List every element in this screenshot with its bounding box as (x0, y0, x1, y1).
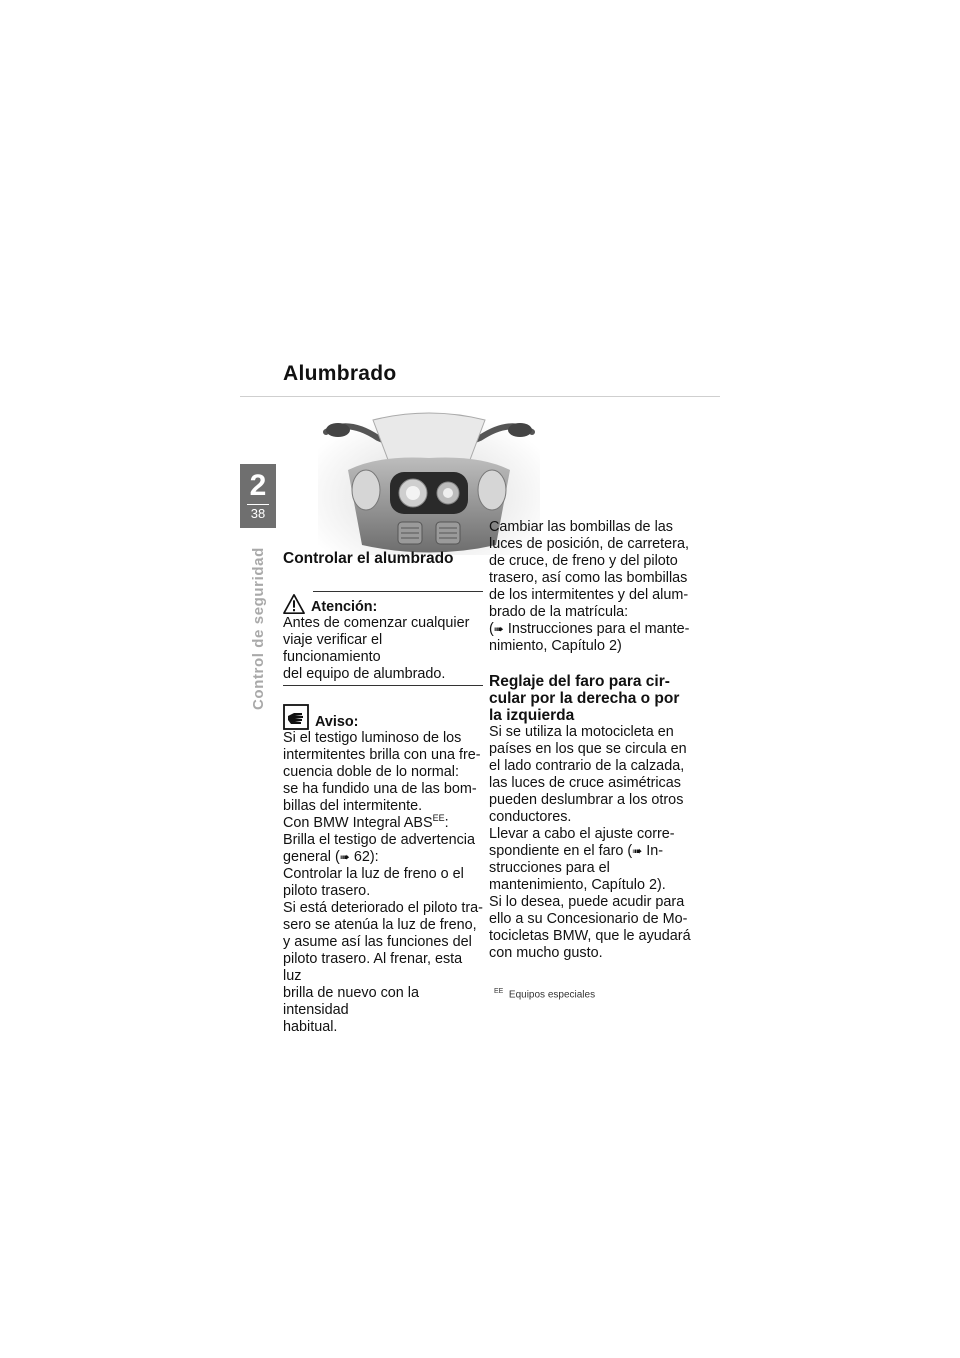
warning-text (283, 615, 483, 686)
note-box (283, 702, 483, 1036)
chapter-number: 2 (249, 469, 267, 502)
body-line: las luces de cruce asimétricas (489, 775, 681, 791)
body-line: luces de posición, de carretera, (489, 536, 689, 552)
note-line: piloto trasero. Al frenar, esta luz (283, 951, 463, 984)
note-label: Aviso: (315, 714, 359, 730)
footnote-mark: EE (494, 988, 504, 995)
note-line: billas del intermitente. (283, 798, 423, 814)
warning-line: viaje verificar el funcionamiento (283, 632, 383, 665)
note-line: piloto trasero. (283, 883, 371, 899)
footnote-text: Equipos especiales (508, 989, 596, 1001)
heading-line: Reglaje del faro para cir- (489, 673, 670, 690)
body-line: ello a su Concesionario de Mo- (489, 911, 688, 927)
heading-line: la izquierda (489, 707, 575, 724)
footnote-mark: EE (432, 813, 445, 824)
note-line-abs (283, 815, 483, 832)
body-line: de cruce, de freno y del piloto (489, 553, 678, 569)
body-line: trasero, así como las bombillas (489, 570, 688, 586)
ref-prefix: spondiente en el faro ( (489, 843, 633, 859)
ref-prefix: general ( (283, 849, 340, 865)
arrow-right-icon: ➠ (632, 844, 643, 858)
note-line: brilla de nuevo con la intensidad (283, 985, 420, 1018)
body-line: brado de la matrícula: (489, 604, 629, 620)
body-line: conductores. (489, 809, 572, 825)
page-number: 38 (250, 506, 266, 521)
page-title: Alumbrado (283, 362, 397, 385)
manual-reference-link[interactable]: In- (642, 843, 664, 859)
warning-top-rule (313, 591, 483, 592)
page-reference-link[interactable]: 62 (353, 849, 370, 865)
body-line-ref (489, 843, 694, 860)
abs-text: Con BMW Integral ABS (283, 815, 433, 831)
body-line: de los intermitentes y del alum- (489, 587, 689, 603)
body-line-ref: (➠ Instrucciones para el mante- (489, 621, 690, 637)
section-side-label: Control de seguridad (250, 547, 267, 710)
body-line: el lado contrario de la calzada, (489, 758, 685, 774)
abs-colon: : (444, 815, 449, 831)
chapter-tab (240, 464, 276, 528)
note-line: Brilla el testigo de advertencia (283, 832, 475, 848)
note-line-ref (283, 849, 483, 866)
body-line: Si lo desea, puede acudir para (489, 894, 685, 910)
body-line: Cambiar las bombillas de las (489, 519, 673, 535)
arrow-right-icon: ➠ (493, 622, 504, 636)
section-heading-controlar: Controlar el alumbrado (283, 550, 454, 567)
warning-box (283, 593, 483, 686)
body-line: strucciones para el (489, 860, 610, 876)
warning-line: Antes de comenzar cualquier (283, 615, 470, 631)
body-line: Si se utiliza la motocicleta en (489, 724, 674, 740)
left-column (283, 550, 483, 1036)
note-line: y asume así las funciones del (283, 934, 472, 950)
ref-suffix: ): (369, 849, 379, 865)
note-line: Controlar la luz de freno o el (283, 866, 464, 882)
body-line: tocicletas BMW, que le ayudará (489, 928, 691, 944)
note-line: Si está deteriorado el piloto tra- (283, 900, 483, 916)
title-divider (240, 396, 720, 397)
note-line: se ha fundido una de las bom- (283, 781, 477, 797)
body-line: mantenimiento, Capítulo 2). (489, 877, 666, 893)
body-line: países en los que se circula en (489, 741, 687, 757)
body-line: con mucho gusto. (489, 945, 603, 961)
manual-reference-link[interactable]: Instrucciones para el mante- (503, 621, 690, 637)
footnote (494, 988, 595, 1000)
note-line: Si el testigo luminoso de los (283, 730, 462, 746)
heading-line: cular por la derecha o por (489, 690, 680, 707)
warning-label: Atención: (311, 599, 378, 615)
right-column (489, 519, 694, 962)
warning-triangle-icon (283, 593, 305, 615)
body-line: Llevar a cabo el ajuste corre- (489, 826, 675, 842)
note-line: habitual. (283, 1019, 338, 1035)
note-line: sero se atenúa la luz de freno, (283, 917, 477, 933)
note-line: cuencia doble de lo normal: (283, 764, 459, 780)
body-line: nimiento, Capítulo 2) (489, 638, 622, 654)
warning-line: del equipo de alumbrado. (283, 666, 446, 682)
body-line: pueden deslumbrar a los otros (489, 792, 684, 808)
arrow-right-icon: ➠ (339, 850, 350, 864)
note-hand-icon (283, 704, 309, 730)
section-heading-reglaje (489, 673, 694, 724)
note-line: intermitentes brilla con una fre- (283, 747, 481, 763)
note-text (283, 730, 483, 1036)
